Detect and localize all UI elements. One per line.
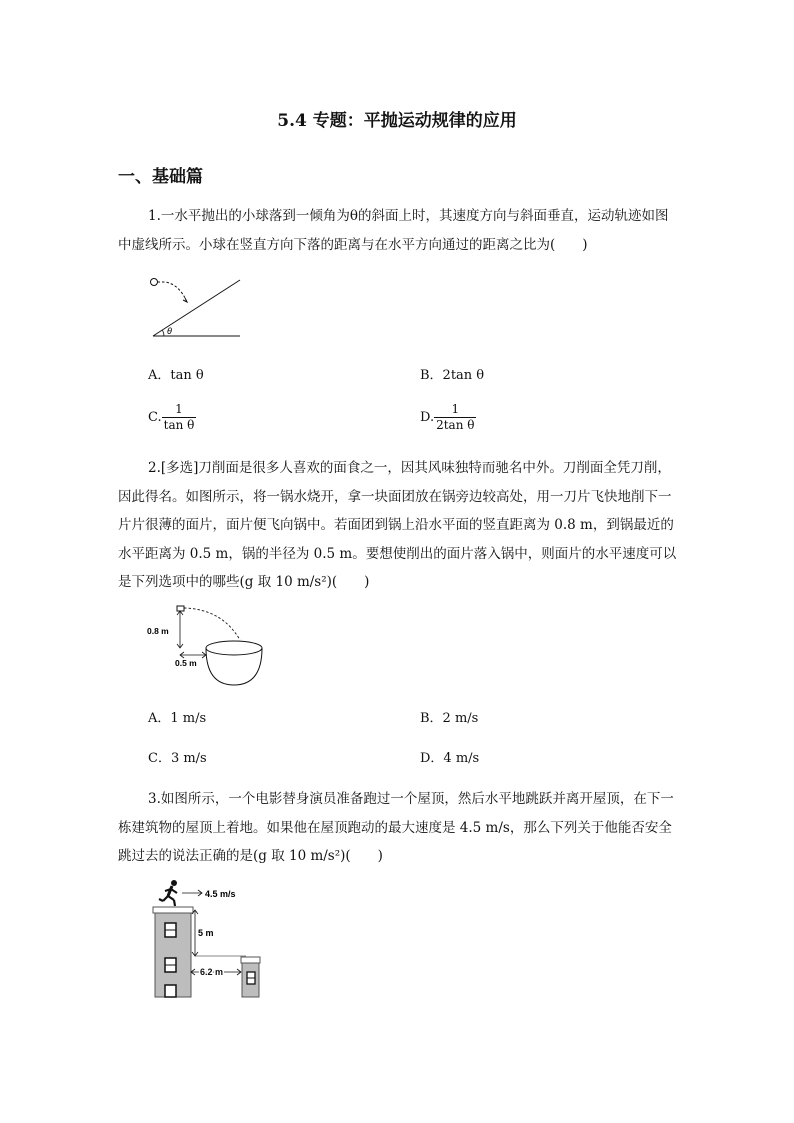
ball-icon	[151, 279, 158, 286]
trajectory-dashed	[158, 282, 188, 302]
height-label: 5 m	[198, 928, 214, 938]
q1-option-b: B．2tan θ	[420, 368, 485, 383]
left-building-roof	[153, 907, 193, 913]
q1-option-c-numerator: 1	[175, 402, 183, 416]
dough-block-icon	[177, 606, 184, 611]
q1-option-c-prefix: C.	[148, 410, 162, 425]
q2-option-a: A．1 m/s	[148, 711, 207, 726]
left-building	[155, 907, 191, 997]
q2-option-d: D．4 m/s	[420, 751, 480, 766]
height-label: 0.8 m	[147, 626, 169, 636]
question-3-text: 3.如图所示，一个电影替身演员准备跑过一个屋顶，然后水平地跳跃并离开屋顶，在下一栋建筑物的屋顶上着地。如果他在屋顶跑动的最大速度是 4.5 m/s，那么下列关于他能否安全跳过去的说法正确的是(g 取 10 m/s²)( )	[118, 791, 674, 864]
trajectory-arrowhead	[183, 298, 187, 302]
q1-option-a: A．tan θ	[148, 368, 204, 383]
q2-option-b: B．2 m/s	[420, 711, 479, 726]
angle-arc	[163, 330, 165, 336]
q1-option-d-denominator: 2tan θ	[436, 418, 475, 432]
page-title: 5.4 专题：平抛运动规律的应用	[277, 111, 517, 131]
section-heading: 一、基础篇	[118, 167, 203, 187]
q1-option-d-prefix: D.	[420, 410, 435, 425]
speed-label: 4.5 m/s	[205, 889, 236, 899]
q1-option-d	[420, 402, 476, 433]
door-icon	[165, 985, 176, 997]
gap-label: 6.2 m	[200, 967, 224, 977]
question-2-figure	[144, 603, 264, 689]
q2-option-c: C．3 m/s	[148, 751, 207, 766]
q1-option-c	[148, 402, 196, 433]
distance-label: 0.5 m	[175, 658, 197, 668]
runner-icon	[159, 880, 177, 906]
right-building-roof	[241, 957, 260, 963]
trajectory-dashed	[184, 608, 240, 640]
question-1-text: 1.一水平抛出的小球落到一倾角为θ的斜面上时，其速度方向与斜面垂直，运动轨迹如图中虚线所示。小球在竖直方向下落的距离与在水平方向通过的距离之比为( )	[118, 208, 669, 253]
q1-option-c-denominator: tan θ	[163, 418, 195, 432]
q1-option-c-fraction	[162, 402, 197, 433]
question-1-figure	[145, 272, 245, 340]
question-2-text: 2.[多选]刀削面是很多人喜欢的面食之一，因其风味独特而驰名中外。刀削面全凭刀削，因此得名。如图所示，将一锅水烧开，拿一块面团放在锅旁边较高处，用一刀片飞快地削下一片片很薄的面片，面片便飞向锅中。若面团到锅上沿水平面的竖直距离为 0.8 m，到锅最近的水平距离为 0.5 m，锅的半径为 0.5 m。要想使削出的面片落入锅中，则面片的水平速度可以是下列选项中的哪些(g 取 10 m/s²)( )	[118, 460, 677, 590]
question-3-figure	[150, 876, 262, 1000]
q1-option-d-fraction	[434, 402, 476, 433]
pot-rim	[206, 641, 262, 655]
theta-label: θ	[167, 326, 172, 336]
q1-option-d-numerator: 1	[451, 402, 460, 416]
